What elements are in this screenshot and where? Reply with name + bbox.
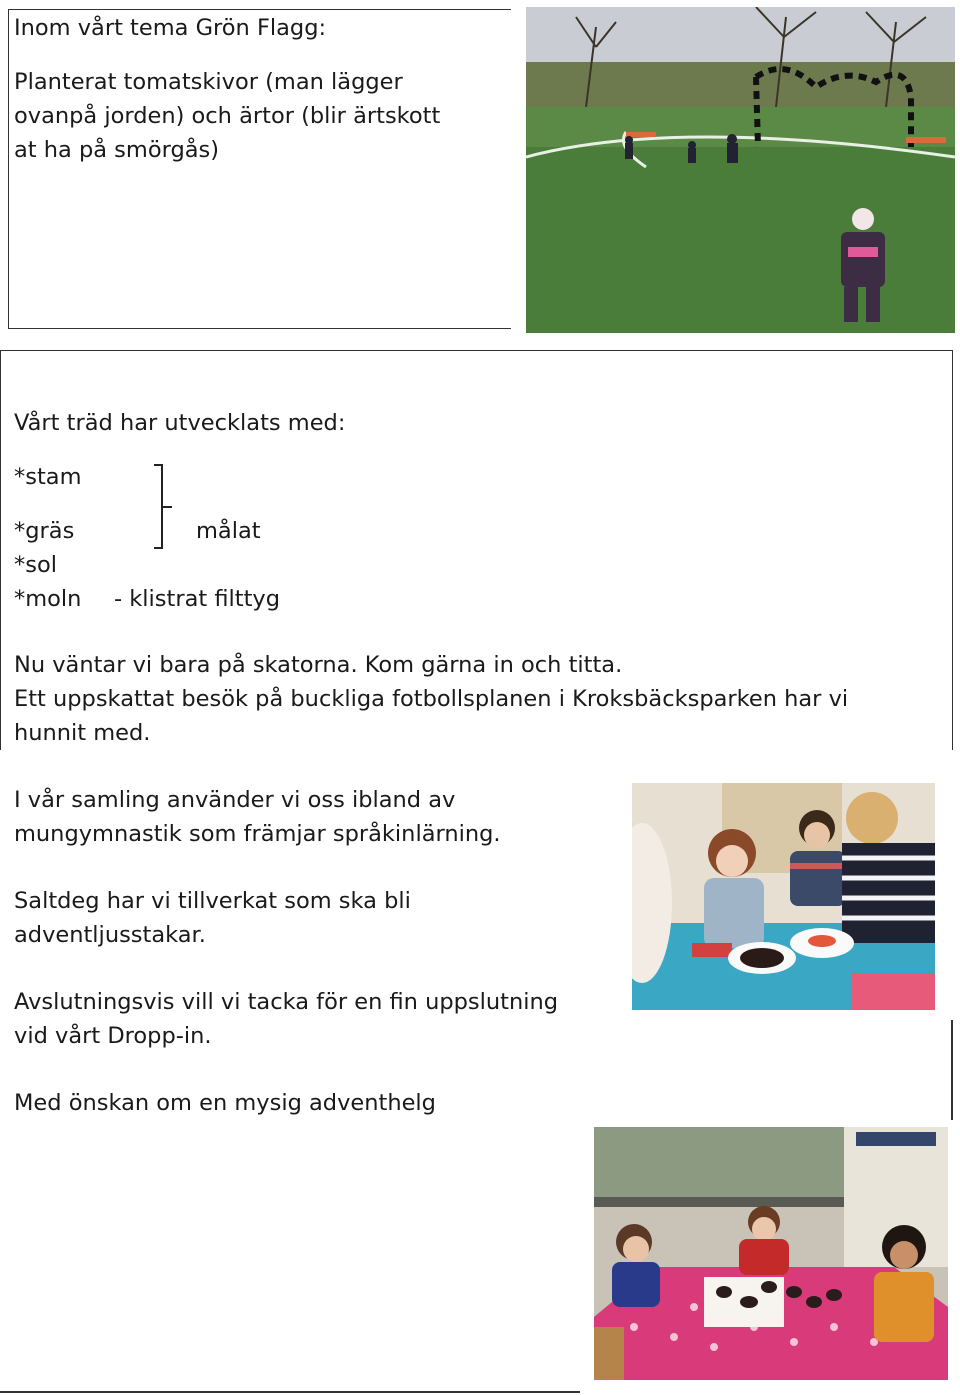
item-sol: *sol <box>14 552 57 578</box>
photo-kids-floor <box>632 783 935 1010</box>
item-moln: *moln <box>14 586 82 612</box>
photo-football-field <box>526 7 955 333</box>
intro-line-2: ovanpå jorden) och ärtor (blir ärtskott <box>14 103 441 129</box>
intro-line-1: Planterat tomatskivor (man lägger <box>14 69 403 95</box>
mouth-gym-line-1: I vår samling använder vi oss ibland av <box>14 787 456 813</box>
right-border-line <box>951 1020 953 1120</box>
tree-heading: Vårt träd har utvecklats med: <box>14 410 346 436</box>
tree-paragraph-line-2: Ett uppskattat besök på buckliga fotbollsplanen i Kroksbäcksparken har vi <box>14 686 849 712</box>
closing-line: Med önskan om en mysig adventhelg <box>14 1090 436 1116</box>
salt-dough-line-2: adventljusstakar. <box>14 922 206 948</box>
intro-heading: Inom vårt tema Grön Flagg: <box>14 15 327 41</box>
item-stam: *stam <box>14 464 82 490</box>
mouth-gym-line-2: mungymnastik som främjar språkinlärning. <box>14 821 501 847</box>
item-gras: *gräs <box>14 518 75 544</box>
salt-dough-line-1: Saltdeg har vi tillverkat som ska bli <box>14 888 411 914</box>
felt-label: - klistrat filttyg <box>114 586 281 612</box>
thanks-line-2: vid vårt Dropp-in. <box>14 1023 212 1049</box>
painted-label: målat <box>196 518 261 544</box>
tree-paragraph-line-3: hunnit med. <box>14 720 151 746</box>
tree-paragraph-line-1: Nu väntar vi bara på skatorna. Kom gärna in och titta. <box>14 652 623 678</box>
thanks-line-1: Avslutningsvis vill vi tacka för en fin uppslutning <box>14 989 559 1015</box>
photo-kids-table <box>594 1127 948 1380</box>
bracket-icon <box>150 462 176 552</box>
intro-box <box>8 9 511 329</box>
intro-line-3: at ha på smörgås) <box>14 137 220 163</box>
bottom-border-line <box>0 1391 580 1393</box>
